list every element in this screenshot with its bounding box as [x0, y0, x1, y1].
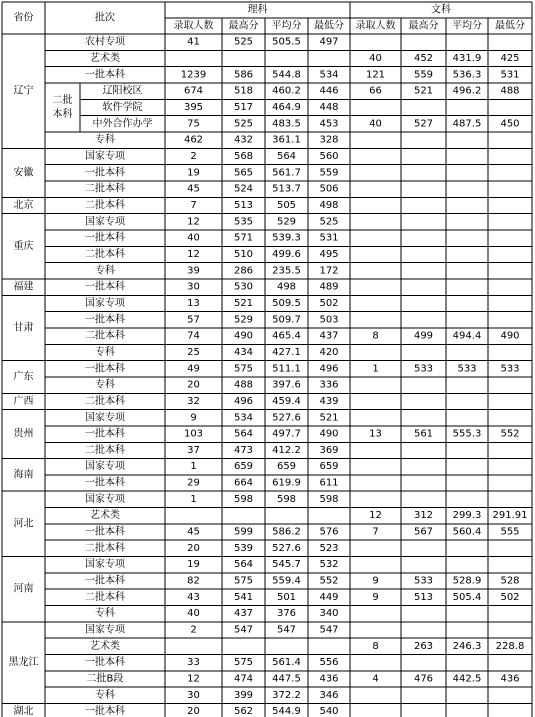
sci-value: 664 — [233, 477, 254, 489]
lib-value: 13 — [369, 428, 382, 440]
lib-value: 533 — [457, 363, 477, 375]
sci-value: 9 — [190, 412, 197, 424]
sci-value: 544.8 — [272, 69, 301, 81]
sci-value: 560 — [319, 150, 339, 162]
sci-value: 599 — [233, 526, 254, 538]
lib-value: 8 — [372, 640, 379, 652]
province-name-3: 重庆 — [13, 240, 34, 252]
sci-value: 505.5 — [272, 36, 301, 48]
sci-value: 74 — [187, 330, 200, 342]
sci-value: 497 — [319, 36, 339, 48]
sci-value: 564 — [276, 150, 297, 162]
province-name-0: 辽宁 — [13, 85, 34, 97]
batch-label: 国家专项 — [85, 216, 125, 228]
sci-value: 539 — [233, 542, 254, 554]
sci-value: 235.5 — [272, 265, 301, 277]
batch-label: 国家专项 — [85, 493, 125, 505]
sci-value: 45 — [187, 183, 200, 195]
batch-label: 艺术类 — [90, 640, 120, 652]
sci-value: 82 — [187, 575, 200, 587]
sci-value: 30 — [187, 281, 200, 293]
sci-value: 497.7 — [272, 428, 301, 440]
sci-value: 674 — [183, 85, 204, 97]
batch-label: 软件学院 — [102, 101, 143, 113]
lib-value: 4 — [372, 673, 379, 685]
sci-value: 399 — [233, 689, 254, 701]
lib-value: 533 — [413, 363, 434, 375]
sci-value: 503 — [319, 314, 339, 326]
sci-value: 372.2 — [272, 689, 301, 701]
sci-value: 43 — [187, 591, 200, 603]
batch-label: 专科 — [95, 689, 115, 701]
sci-value: 517 — [233, 101, 254, 113]
sci-value: 495 — [319, 248, 339, 260]
sci-value: 7 — [190, 199, 197, 211]
sci-value: 346 — [319, 689, 339, 701]
sci-value: 20 — [187, 706, 200, 717]
sci-value: 531 — [319, 232, 339, 244]
sci-value: 498 — [276, 281, 297, 293]
batch-label: 国家专项 — [85, 461, 125, 473]
lib-value: 9 — [372, 591, 379, 603]
lib-value: 40 — [369, 52, 382, 64]
sci-value: 437 — [319, 330, 339, 342]
lib-value: 533 — [413, 575, 434, 587]
header-liberal: 文科 — [431, 4, 451, 16]
sci-value: 464.9 — [272, 101, 301, 113]
sci-value: 490 — [319, 428, 339, 440]
sci-value: 30 — [187, 689, 200, 701]
lib-value: 246.3 — [452, 640, 482, 652]
sci-value: 556 — [319, 657, 339, 669]
sci-value: 525 — [319, 216, 339, 228]
batch-label: 二批本科 — [85, 330, 125, 342]
batch-label: 国家专项 — [85, 150, 125, 162]
batch-label: 一批本科 — [85, 314, 125, 326]
sci-value: 598 — [233, 493, 254, 505]
sci-value: 559.4 — [272, 575, 301, 587]
header-sub-lib-3: 最低分 — [495, 20, 525, 32]
sci-value: 524 — [233, 183, 254, 195]
lib-value: 559 — [413, 69, 434, 81]
lib-value: 228.8 — [495, 640, 525, 652]
lib-value: 496.2 — [452, 85, 482, 97]
sci-value: 39 — [187, 265, 200, 277]
sci-value: 534 — [233, 412, 254, 424]
batch-label: 二批本科 — [85, 542, 125, 554]
lib-value: 513 — [413, 591, 434, 603]
sci-value: 575 — [233, 657, 254, 669]
sci-value: 447.5 — [272, 673, 301, 685]
lib-value: 7 — [372, 526, 379, 538]
sci-value: 518 — [233, 85, 254, 97]
batch-label: 一批本科 — [85, 428, 125, 440]
batch-label: 专科 — [95, 134, 115, 146]
sci-value: 432 — [233, 134, 254, 146]
sci-value: 40 — [187, 608, 200, 620]
lib-value: 1 — [372, 363, 379, 375]
sci-value: 41 — [187, 36, 200, 48]
sci-value: 547 — [319, 624, 339, 636]
sci-value: 436 — [319, 673, 339, 685]
sci-value: 511.1 — [272, 363, 301, 375]
sci-value: 509.5 — [272, 297, 301, 309]
lib-value: 450 — [500, 118, 520, 130]
sci-value: 437 — [233, 608, 254, 620]
sci-value: 473 — [233, 444, 254, 456]
batch-label: 一批本科 — [85, 657, 125, 669]
province-name-7: 广西 — [13, 395, 34, 407]
sci-value: 439 — [319, 395, 339, 407]
lib-value: 552 — [500, 428, 520, 440]
header-sub-lib-2: 平均分 — [452, 20, 482, 32]
batch-label: 艺术类 — [90, 510, 120, 522]
sci-value: 465.4 — [272, 330, 301, 342]
lib-value: 528 — [500, 575, 520, 587]
sci-value: 509.7 — [272, 314, 301, 326]
sci-value: 505 — [276, 199, 297, 211]
sci-value: 496 — [319, 363, 339, 375]
sci-value: 659 — [276, 461, 297, 473]
sci-value: 286 — [233, 265, 254, 277]
sci-value: 539.3 — [272, 232, 301, 244]
sci-value: 529 — [276, 216, 297, 228]
province-name-11: 河南 — [13, 583, 34, 595]
sci-value: 510 — [233, 248, 254, 260]
lib-value: 487.5 — [452, 118, 482, 130]
sci-value: 340 — [319, 608, 339, 620]
batch-label: 一批本科 — [85, 575, 125, 587]
sci-value: 496 — [233, 395, 254, 407]
header-science: 理科 — [247, 4, 268, 16]
lib-value: 555 — [500, 526, 520, 538]
sci-value: 499.6 — [272, 248, 301, 260]
sci-value: 561.7 — [272, 167, 301, 179]
batch-label: 二批本科 — [85, 183, 125, 195]
batch-label: 一批本科 — [85, 526, 125, 538]
sci-value: 541 — [233, 591, 254, 603]
lib-value: 521 — [413, 85, 434, 97]
sci-value: 2 — [190, 150, 197, 162]
lib-value: 299.3 — [452, 510, 482, 522]
sci-value: 427.1 — [272, 346, 301, 358]
sci-value: 532 — [319, 559, 339, 571]
lib-value: 527 — [413, 118, 434, 130]
sci-value: 33 — [187, 657, 200, 669]
sci-value: 103 — [183, 428, 204, 440]
batch-label: 专科 — [95, 379, 115, 391]
lib-value: 291.91 — [492, 510, 528, 522]
sci-value: 2 — [190, 624, 197, 636]
sci-value: 57 — [187, 314, 200, 326]
province-name-5: 甘肃 — [13, 322, 34, 334]
sci-value: 336 — [319, 379, 339, 391]
batch-label: 辽阳校区 — [102, 85, 143, 97]
province-name-1: 安徽 — [13, 167, 34, 179]
sci-value: 483.5 — [272, 118, 301, 130]
sci-value: 559 — [319, 167, 339, 179]
province-name-8: 贵州 — [13, 428, 34, 440]
sci-value: 32 — [187, 395, 200, 407]
sci-value: 619.9 — [272, 477, 301, 489]
province-name-10: 河北 — [13, 518, 34, 530]
sci-value: 19 — [187, 559, 200, 571]
sci-value: 40 — [187, 232, 200, 244]
lib-value: 263 — [413, 640, 434, 652]
sci-value: 369 — [319, 444, 339, 456]
sci-value: 527.6 — [272, 542, 301, 554]
sci-value: 534 — [319, 69, 339, 81]
lib-value: 531 — [500, 69, 520, 81]
sci-value: 552 — [319, 575, 339, 587]
sci-value: 449 — [319, 591, 339, 603]
sci-value: 659 — [233, 461, 254, 473]
sci-value: 568 — [233, 150, 254, 162]
province-name-4: 福建 — [13, 281, 34, 293]
sci-value: 29 — [187, 477, 200, 489]
header-sub-sci-0: 录取人数 — [173, 20, 214, 32]
sci-value: 521 — [319, 412, 339, 424]
sci-value: 565 — [233, 167, 254, 179]
batch-label: 中外合作办学 — [92, 118, 153, 130]
batch-label: 一批本科 — [85, 167, 125, 179]
batch-label: 国家专项 — [85, 297, 125, 309]
lib-value: 431.9 — [452, 52, 482, 64]
sci-value: 525 — [233, 118, 254, 130]
sci-value: 529 — [233, 314, 254, 326]
sci-value: 540 — [319, 706, 339, 717]
batch-label: 农村专项 — [85, 36, 125, 48]
sci-value: 513 — [233, 199, 254, 211]
batch-label: 一批本科 — [85, 363, 125, 375]
sci-value: 611 — [319, 477, 339, 489]
header-sub-lib-0: 录取人数 — [355, 20, 396, 32]
lib-value: 121 — [365, 69, 386, 81]
sci-value: 498 — [319, 199, 339, 211]
lib-value: 533 — [500, 363, 520, 375]
sci-value: 586 — [233, 69, 254, 81]
batch-label: 二批本科 — [85, 199, 125, 211]
sci-value: 434 — [233, 346, 254, 358]
sci-value: 12 — [187, 216, 200, 228]
lib-value: 561 — [413, 428, 434, 440]
header-sub-sci-1: 最高分 — [228, 20, 259, 32]
sci-value: 19 — [187, 167, 200, 179]
lib-value: 8 — [372, 330, 379, 342]
lib-value: 442.5 — [452, 673, 482, 685]
sci-value: 75 — [187, 118, 200, 130]
sci-value: 462 — [183, 134, 204, 146]
sci-value: 488 — [233, 379, 254, 391]
sci-value: 489 — [319, 281, 339, 293]
lib-value: 40 — [369, 118, 382, 130]
sci-value: 361.1 — [272, 134, 301, 146]
sci-value: 45 — [187, 526, 200, 538]
sci-value: 547 — [233, 624, 254, 636]
batch-label: 二批本科 — [85, 591, 125, 603]
lib-value: 490 — [500, 330, 520, 342]
sci-value: 376 — [276, 608, 297, 620]
lib-value: 66 — [369, 85, 382, 97]
lib-value: 536.3 — [452, 69, 482, 81]
sci-value: 459.4 — [272, 395, 301, 407]
batch-label: 二批B段 — [86, 673, 124, 685]
lib-value: 499 — [413, 330, 434, 342]
sci-value: 598 — [319, 493, 339, 505]
batch-label: 一批本科 — [85, 232, 125, 244]
sci-value: 586.2 — [272, 526, 301, 538]
batch-label: 一批本科 — [85, 281, 125, 293]
sci-value: 448 — [319, 101, 339, 113]
lib-value: 476 — [413, 673, 434, 685]
sci-value: 1239 — [180, 69, 207, 81]
sci-value: 420 — [319, 346, 339, 358]
province-name-12: 黑龙江 — [8, 657, 39, 669]
sci-value: 20 — [187, 379, 200, 391]
sci-value: 530 — [233, 281, 254, 293]
lib-value: 502 — [500, 591, 520, 603]
sci-value: 576 — [319, 526, 339, 538]
sci-value: 506 — [319, 183, 339, 195]
sci-value: 575 — [233, 363, 254, 375]
sci-value: 523 — [319, 542, 339, 554]
batch-label: 专科 — [95, 608, 115, 620]
sci-value: 446 — [319, 85, 339, 97]
batch-label: 国家专项 — [85, 559, 125, 571]
lib-value: 567 — [413, 526, 434, 538]
sci-value: 395 — [183, 101, 204, 113]
sci-value: 562 — [233, 706, 254, 717]
header-sub-sci-2: 平均分 — [271, 20, 302, 32]
batch-label: 专科 — [95, 346, 115, 358]
sci-value: 328 — [319, 134, 339, 146]
lib-value: 452 — [413, 52, 434, 64]
lib-value: 9 — [372, 575, 379, 587]
sci-value: 1 — [190, 461, 197, 473]
header-province: 省份 — [13, 12, 34, 24]
sci-value: 460.2 — [272, 85, 301, 97]
batch-label: 一批本科 — [85, 706, 125, 717]
sci-value: 547 — [276, 624, 297, 636]
sci-value: 13 — [187, 297, 200, 309]
sub-group-label-b: 本科 — [52, 108, 73, 120]
province-name-9: 海南 — [13, 469, 34, 481]
sci-value: 453 — [319, 118, 339, 130]
sci-value: 535 — [233, 216, 254, 228]
batch-label: 一批本科 — [85, 477, 125, 489]
sci-value: 598 — [276, 493, 297, 505]
header-batch: 批次 — [95, 12, 115, 24]
sci-value: 12 — [187, 248, 200, 260]
province-name-2: 北京 — [13, 199, 34, 211]
sci-value: 571 — [233, 232, 254, 244]
header-sub-sci-3: 最低分 — [314, 20, 344, 32]
sci-value: 474 — [233, 673, 254, 685]
sci-value: 527.6 — [272, 412, 301, 424]
sci-value: 12 — [187, 673, 200, 685]
lib-value: 528.9 — [452, 575, 482, 587]
sci-value: 564 — [233, 559, 254, 571]
batch-label: 二批本科 — [85, 248, 125, 260]
sci-value: 525 — [233, 36, 254, 48]
province-name-13: 湖北 — [13, 706, 34, 717]
lib-value: 555.3 — [452, 428, 482, 440]
sci-value: 490 — [233, 330, 254, 342]
sub-group-label-a: 二批 — [52, 94, 73, 106]
sci-value: 545.7 — [272, 559, 301, 571]
header-sub-lib-1: 最高分 — [408, 20, 439, 32]
sci-value: 659 — [319, 461, 339, 473]
sci-value: 513.7 — [272, 183, 301, 195]
lib-value: 12 — [369, 510, 382, 522]
province-name-6: 广东 — [13, 371, 34, 383]
lib-value: 505.4 — [452, 591, 482, 603]
sci-value: 37 — [187, 444, 200, 456]
sci-value: 25 — [187, 346, 200, 358]
sci-value: 561.4 — [272, 657, 301, 669]
batch-label: 专科 — [95, 265, 115, 277]
sci-value: 49 — [187, 363, 200, 375]
sci-value: 1 — [190, 493, 197, 505]
sci-value: 412.2 — [272, 444, 301, 456]
lib-value: 312 — [413, 510, 434, 522]
lib-value: 425 — [500, 52, 520, 64]
sci-value: 564 — [233, 428, 254, 440]
sci-value: 502 — [319, 297, 339, 309]
lib-value: 436 — [500, 673, 520, 685]
sci-value: 501 — [276, 591, 297, 603]
lib-value: 488 — [500, 85, 520, 97]
sci-value: 172 — [319, 265, 339, 277]
batch-label: 一批本科 — [85, 69, 125, 81]
batch-label: 国家专项 — [85, 624, 125, 636]
lib-value: 560.4 — [452, 526, 482, 538]
sci-value: 521 — [233, 297, 254, 309]
sci-value: 575 — [233, 575, 254, 587]
lib-value: 494.4 — [452, 330, 482, 342]
sci-value: 20 — [187, 542, 200, 554]
sci-value: 397.6 — [272, 379, 301, 391]
batch-label: 艺术类 — [90, 52, 120, 64]
batch-label: 国家专项 — [85, 412, 125, 424]
batch-label: 二批本科 — [85, 395, 125, 407]
sci-value: 544.9 — [272, 706, 301, 717]
batch-label: 二批本科 — [85, 444, 125, 456]
